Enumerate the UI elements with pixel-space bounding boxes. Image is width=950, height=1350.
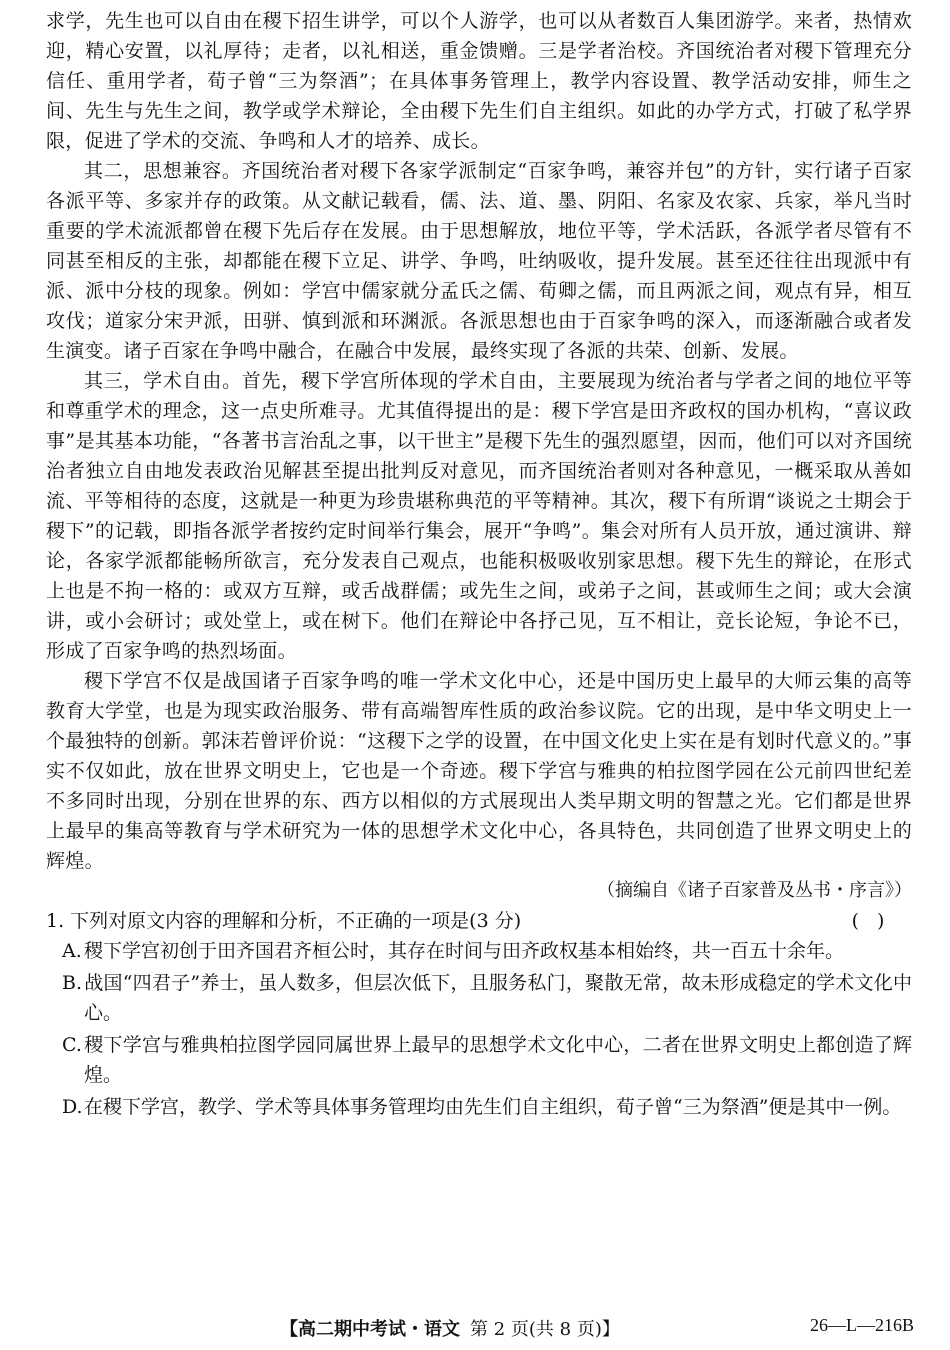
question-1-stem bbox=[46, 906, 912, 936]
option-b-text: 战国“四君子”养士，虽人数多，但层次低下，且服务私门，聚散无常，故未形成稳定的学术文化中心。 bbox=[84, 972, 912, 1024]
passage-paragraph-1: 求学，先生也可以自由在稷下招生讲学，可以个人游学，也可以从者数百人集团游学。来者，热情欢迎，精心安置，以礼厚待；走者，以礼相送，重金馈赠。三是学者治校。齐国统治者对稷下管理充分信任、重用学者，荀子曾“三为祭酒”；在具体事务管理上，教学内容设置、教学活动安排，师生之间、先生与先生之间，教学或学术辩论，全由稷下先生们自主组织。如此的办学方式，打破了私学界限，促进了学术的交流、争鸣和人才的培养、成长。 bbox=[46, 10, 912, 152]
option-c-text: 稷下学宫与雅典柏拉图学园同属世界上最早的思想学术文化中心，二者在世界文明史上都创造了辉煌。 bbox=[84, 1034, 912, 1086]
option-a-letter: A. bbox=[62, 940, 82, 962]
exam-page bbox=[46, 6, 912, 1124]
footer-page-number: 第 2 页(共 8 页)】 bbox=[470, 1319, 620, 1340]
option-c-letter: C. bbox=[62, 1034, 82, 1056]
option-a bbox=[46, 936, 912, 966]
footer-exam-title: 【高二期中考试・语文 bbox=[280, 1319, 460, 1340]
option-d-letter: D. bbox=[62, 1096, 83, 1118]
option-d-text: 在稷下学宫，教学、学术等具体事务管理均由先生们自主组织，荀子曾“三为祭酒”便是其中一例。 bbox=[84, 1096, 902, 1118]
option-b-letter: B. bbox=[62, 972, 83, 994]
passage-source: （摘编自《诸子百家普及丛书・序言》） bbox=[597, 880, 912, 901]
answer-parentheses: () bbox=[851, 910, 903, 932]
option-a-text: 稷下学宫初创于田齐国君齐桓公时，其存在时间与田齐政权基本相始终，共一百五十余年。 bbox=[84, 940, 845, 962]
option-b bbox=[46, 968, 912, 1028]
passage-paragraph-3: 其三，学术自由。首先，稷下学宫所体现的学术自由，主要展现为统治者与学者之间的地位平等和尊重学术的理念，这一点史所难寻。尤其值得提出的是：稷下学宫是田齐政权的国办机构，“喜议政事”是其基本功能，“各著书言治乱之事，以干世主”是稷下先生的强烈愿望，因而，他们可以对齐国统治者独立自由地发表政治见解甚至提出批判反对意见，而齐国统治者则对各种意见，一概采取从善如流、平等相待的态度，这就是一种更为珍贵堪称典范的平等精神。其次，稷下有所谓“谈说之士期会于稷下”的记载，即指各派学者按约定时间举行集会，展开“争鸣”。集会对所有人员开放，通过演讲、辩论，各家学派都能畅所欲言，充分发表自己观点，也能积极吸收别家思想。稷下先生的辩论，在形式上也是不拘一格的：或双方互辩，或舌战群儒；或先生之间，或弟子之间，甚或师生之间；或大会演讲，或小会研讨；或处堂上，或在树下。他们在辩论中各抒己见，互不相让，竞长论短，争论不已，形成了百家争鸣的热烈场面。 bbox=[46, 370, 912, 662]
option-d bbox=[46, 1092, 912, 1122]
option-c bbox=[46, 1030, 912, 1090]
page-footer bbox=[0, 1315, 950, 1345]
footer-code: 26—L—216B bbox=[809, 1315, 914, 1335]
footer-title bbox=[280, 1315, 620, 1341]
question-1-text: 1. 下列对原文内容的理解和分析，不正确的一项是(3 分) bbox=[46, 910, 522, 932]
passage-paragraph-4: 稷下学宫不仅是战国诸子百家争鸣的唯一学术文化中心，还是中国历史上最早的大师云集的高等教育大学堂，也是为现实政治服务、带有高端智库性质的政治参议院。它的出现，是中华文明史上一个最独特的创新。郭沫若曾评价说：“这稷下之学的设置，在中国文化史上实在是有划时代意义的。”事实不仅如此，放在世界文明史上，它也是一个奇迹。稷下学宫与雅典的柏拉图学园在公元前四世纪差不多同时出现，分别在世界的东、西方以相似的方式展现出人类早期文明的智慧之光。它们都是世界上最早的集高等教育与学术研究为一体的思想学术文化中心，各具特色，共同创造了世界文明史上的辉煌。 bbox=[46, 670, 912, 872]
passage-paragraph-2: 其二，思想兼容。齐国统治者对稷下各家学派制定“百家争鸣，兼容并包”的方针，实行诸子百家各派平等、多家并存的政策。从文献记载看，儒、法、道、墨、阴阳、名家及农家、兵家，举凡当时重要的学术流派都曾在稷下先后存在发展。由于思想解放，地位平等，学术活跃，各派学者尽管有不同甚至相反的主张，却都能在稷下立足、讲学、争鸣，吐纳吸收，提升发展。甚至还往往出现派中有派、派中分枝的现象。例如：学宫中儒家就分孟氏之儒、荀卿之儒，而且两派之间，观点有异，相互攻伐；道家分宋尹派，田骈、慎到派和环渊派。各派思想也由于百家争鸣的深入，而逐渐融合或者发生演变。诸子百家在争鸣中融合，在融合中发展，最终实现了各派的共荣、创新、发展。 bbox=[46, 160, 912, 362]
